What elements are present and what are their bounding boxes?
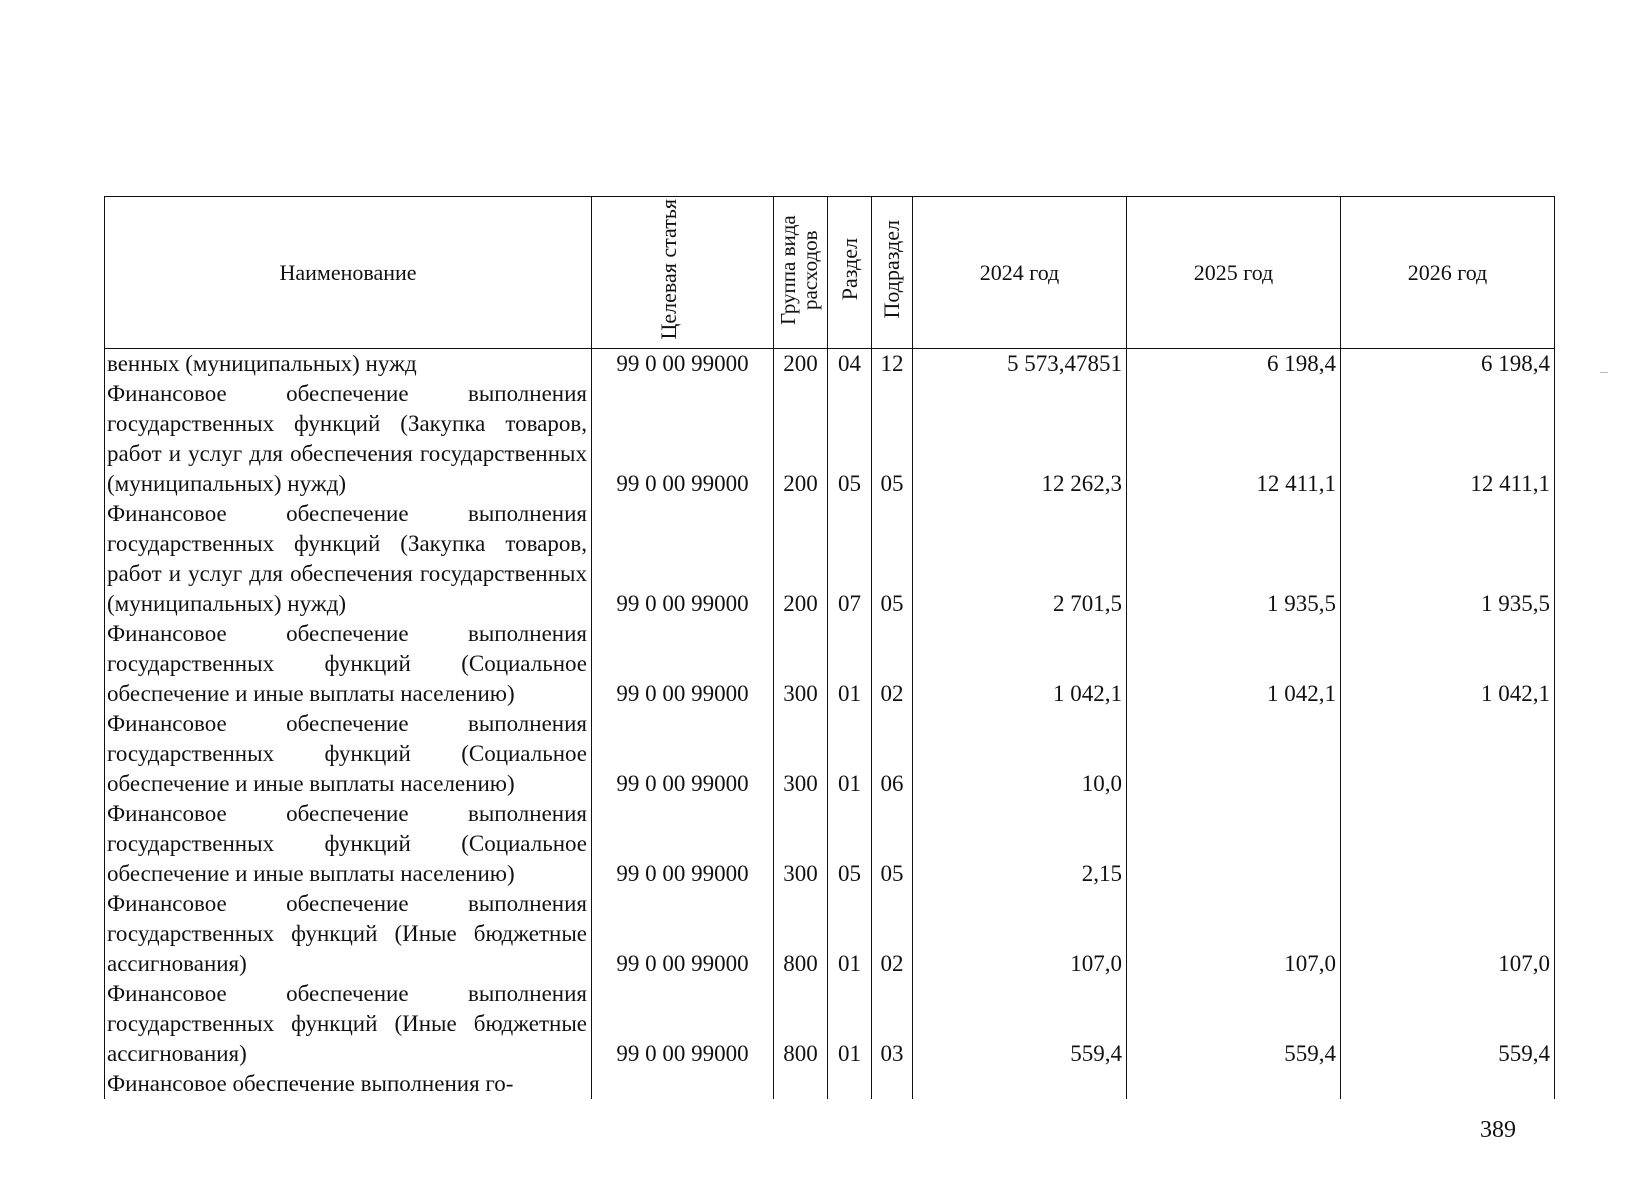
row-expense-group-cell: 200: [774, 349, 828, 380]
row-2025-cell: 1 042,1: [1127, 619, 1341, 709]
row-2026-cell: [1341, 709, 1555, 799]
table-row: [105, 379, 1555, 499]
row-2024-cell: 2,15: [913, 799, 1127, 889]
row-2024-cell: 1 042,1: [913, 619, 1127, 709]
row-section-cell: 01: [828, 979, 872, 1069]
row-2024-cell: 10,0: [913, 709, 1127, 799]
row-expense-group-cell: 200: [774, 499, 828, 619]
table-row: [105, 1069, 1555, 1099]
row-2025-cell: [1127, 799, 1341, 889]
row-section-cell: 01: [828, 709, 872, 799]
row-section-cell: [828, 1069, 872, 1099]
row-name-cell: Финансовое обеспечение выполнения государственных функций (Закупка товаров, работ и услуг для обеспечения государственных (муниципальных) нужд): [105, 379, 592, 499]
row-target-cell: 99 0 00 99000: [592, 499, 774, 619]
table-header: [105, 197, 1555, 349]
row-2026-cell: 559,4: [1341, 979, 1555, 1069]
row-name-cell: Финансовое обеспечение выполнения го-: [105, 1069, 592, 1099]
row-section-cell: 07: [828, 499, 872, 619]
budget-table: [104, 196, 1555, 1099]
row-2024-cell: 559,4: [913, 979, 1127, 1069]
row-2024-cell: 2 701,5: [913, 499, 1127, 619]
row-subsection-cell: 02: [872, 619, 913, 709]
header-name: Наименование: [105, 197, 592, 349]
row-subsection-cell: 05: [872, 799, 913, 889]
row-section-cell: 05: [828, 799, 872, 889]
row-name-cell: Финансовое обеспечение выполнения государственных функций (Иные бюджетные ассигнования): [105, 979, 592, 1069]
row-target-cell: 99 0 00 99000: [592, 799, 774, 889]
row-target-cell: [592, 1069, 774, 1099]
row-2026-cell: [1341, 1069, 1555, 1099]
row-subsection-cell: 03: [872, 979, 913, 1069]
row-subsection-cell: 05: [872, 499, 913, 619]
row-2024-cell: 12 262,3: [913, 379, 1127, 499]
row-2024-cell: [913, 1069, 1127, 1099]
row-2026-cell: 1 042,1: [1341, 619, 1555, 709]
row-name-cell: Финансовое обеспечение выполнения государственных функций (Социальное обеспечение и иные выплаты населению): [105, 619, 592, 709]
table-row: [105, 709, 1555, 799]
row-2026-cell: 1 935,5: [1341, 499, 1555, 619]
row-name-cell: венных (муниципальных) нужд: [105, 349, 592, 380]
scan-speck: [1600, 372, 1608, 373]
budget-table-sheet: [104, 196, 1554, 1096]
page-number: 389: [1480, 1117, 1516, 1143]
row-section-cell: 05: [828, 379, 872, 499]
table-row: [105, 979, 1555, 1069]
row-section-cell: 01: [828, 619, 872, 709]
row-expense-group-cell: 300: [774, 709, 828, 799]
row-subsection-cell: 02: [872, 889, 913, 979]
row-2026-cell: 12 411,1: [1341, 379, 1555, 499]
row-2025-cell: 6 198,4: [1127, 349, 1341, 380]
row-2024-cell: 5 573,47851: [913, 349, 1127, 380]
row-2025-cell: [1127, 1069, 1341, 1099]
row-name-cell: Финансовое обеспечение выполнения государственных функций (Иные бюджетные ассигнования): [105, 889, 592, 979]
header-section: Раздел: [828, 197, 872, 349]
row-expense-group-cell: 300: [774, 619, 828, 709]
table-row: [105, 799, 1555, 889]
row-section-cell: 01: [828, 889, 872, 979]
row-2026-cell: 6 198,4: [1341, 349, 1555, 380]
row-expense-group-cell: 800: [774, 889, 828, 979]
row-target-cell: 99 0 00 99000: [592, 709, 774, 799]
row-2025-cell: 559,4: [1127, 979, 1341, 1069]
row-target-cell: 99 0 00 99000: [592, 379, 774, 499]
row-name-cell: Финансовое обеспечение выполнения государственных функций (Социальное обеспечение и иные выплаты населению): [105, 709, 592, 799]
header-2026: 2026 год: [1341, 197, 1555, 349]
table-row: [105, 349, 1555, 380]
row-target-cell: 99 0 00 99000: [592, 619, 774, 709]
table-row: [105, 499, 1555, 619]
row-section-cell: 04: [828, 349, 872, 380]
row-target-cell: 99 0 00 99000: [592, 349, 774, 380]
row-2025-cell: 12 411,1: [1127, 379, 1341, 499]
row-target-cell: 99 0 00 99000: [592, 889, 774, 979]
table-row: [105, 619, 1555, 709]
row-expense-group-cell: 300: [774, 799, 828, 889]
row-2024-cell: 107,0: [913, 889, 1127, 979]
row-expense-group-cell: [774, 1069, 828, 1099]
row-subsection-cell: 12: [872, 349, 913, 380]
table-body: [105, 349, 1555, 1100]
header-target-article: Целевая статья: [592, 197, 774, 349]
row-2025-cell: 1 935,5: [1127, 499, 1341, 619]
row-expense-group-cell: 200: [774, 379, 828, 499]
row-2026-cell: 107,0: [1341, 889, 1555, 979]
table-row: [105, 889, 1555, 979]
header-2025: 2025 год: [1127, 197, 1341, 349]
row-subsection-cell: 05: [872, 379, 913, 499]
row-expense-group-cell: 800: [774, 979, 828, 1069]
header-expense-group: Группа вида расходов: [774, 197, 828, 349]
row-subsection-cell: 06: [872, 709, 913, 799]
header-subsection: Подраздел: [872, 197, 913, 349]
row-target-cell: 99 0 00 99000: [592, 979, 774, 1069]
row-2026-cell: [1341, 799, 1555, 889]
header-2024: 2024 год: [913, 197, 1127, 349]
row-subsection-cell: [872, 1069, 913, 1099]
row-name-cell: Финансовое обеспечение выполнения государственных функций (Закупка товаров, работ и услуг для обеспечения государственных (муниципальных) нужд): [105, 499, 592, 619]
row-2025-cell: 107,0: [1127, 889, 1341, 979]
row-2025-cell: [1127, 709, 1341, 799]
row-name-cell: Финансовое обеспечение выполнения государственных функций (Социальное обеспечение и иные выплаты населению): [105, 799, 592, 889]
